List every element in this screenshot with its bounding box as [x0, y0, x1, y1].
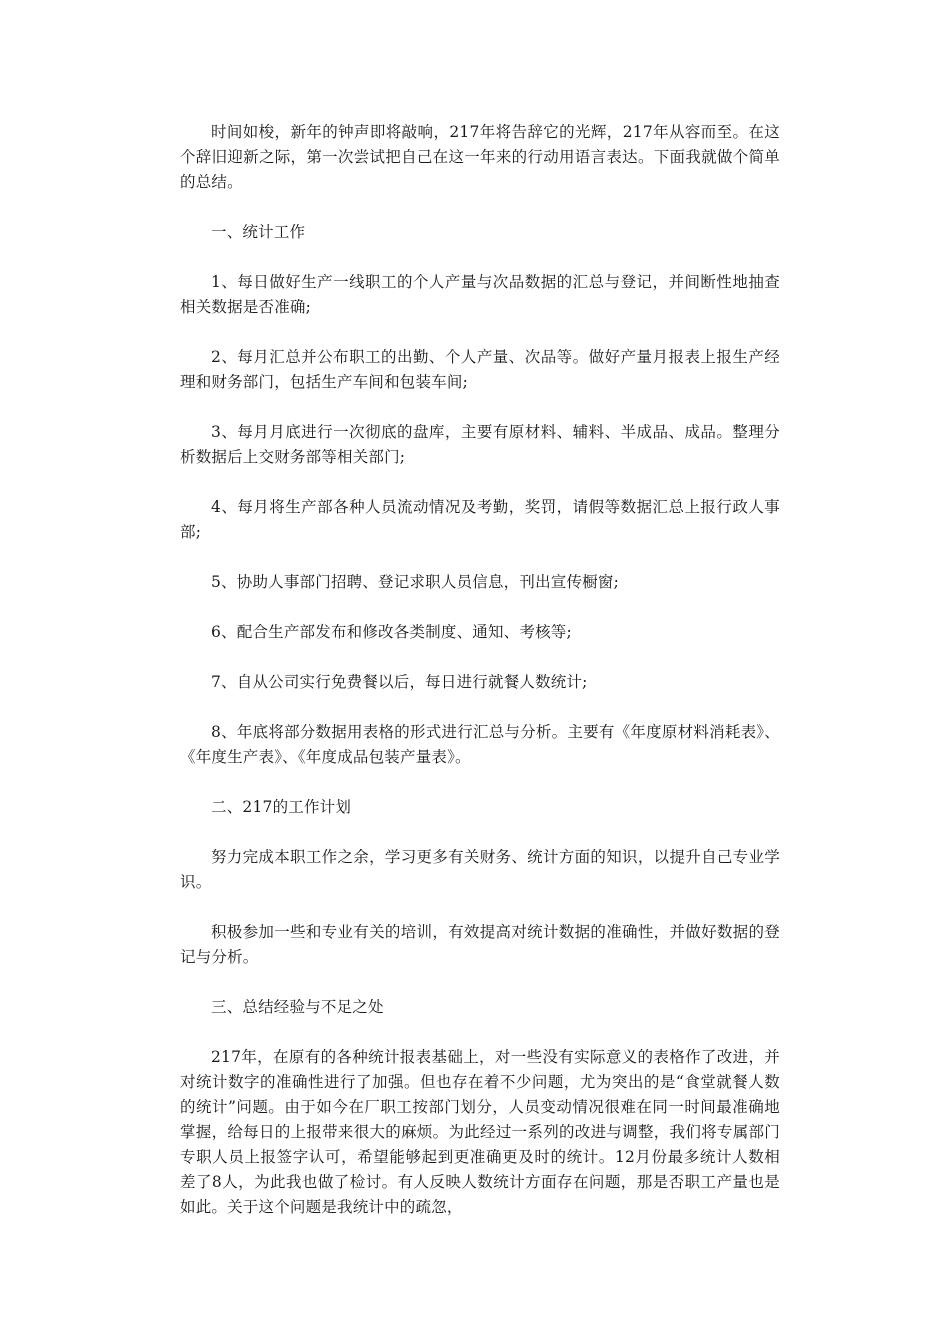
- section-3-paragraph-1: 217年，在原有的各种统计报表基础上，对一些没有实际意义的表格作了改进，并对统计数字的准确性进行了加强。但也存在着不少问题，尤为突出的是“食堂就餐人数的统计”问题。由于如今在厂职工按部门划分，人员变动情况很难在同一时间最准确地掌握，给每日的上报带来很大的麻烦。为此经过一系列的改进与调整，我们将专属部门专职人员上报签字认可，希望能够起到更准确更及时的统计。12月份最多统计人数相差了8人，为此我也做了检讨。有人反映人数统计方面存在问题，那是否职工产量也是如此。关于这个问题是我统计中的疏忽，: [180, 1048, 780, 1216]
- section-3-heading: 三、总结经验与不足之处: [211, 998, 384, 1016]
- section-2-paragraph-1: 努力完成本职工作之余，学习更多有关财务、统计方面的知识，以提升自己专业学识。: [180, 848, 780, 891]
- section-1-item-6: 6、配合生产部发布和修改各类制度、通知、考核等;: [211, 623, 572, 641]
- section-1-heading: 一、统计工作: [211, 223, 306, 241]
- section-1-item-4: 4、每月将生产部各种人员流动情况及考勤，奖罚，请假等数据汇总上报行政人事部;: [180, 498, 780, 541]
- section-1-item-8: 8、年底将部分数据用表格的形式进行汇总与分析。主要有《年度原材料消耗表》、《年度生产表》、《年度成品包装产量表》。: [180, 723, 780, 766]
- section-1-item-7: 7、自从公司实行免费餐以后，每日进行就餐人数统计;: [211, 673, 588, 691]
- document-page: [180, 120, 780, 1245]
- section-1-item-2: 2、每月汇总并公布职工的出勤、个人产量、次品等。做好产量月报表上报生产经理和财务部门，包括生产车间和包装车间;: [180, 348, 780, 391]
- section-1-item-3: 3、每月月底进行一次彻底的盘库，主要有原材料、辅料、半成品、成品。整理分析数据后上交财务部等相关部门;: [180, 423, 780, 466]
- section-2-paragraph-2: 积极参加一些和专业有关的培训，有效提高对统计数据的准确性，并做好数据的登记与分析。: [180, 923, 780, 966]
- section-1-item-1: 1、每日做好生产一线职工的个人产量与次品数据的汇总与登记，并间断性地抽查相关数据是否准确;: [180, 273, 780, 316]
- intro-paragraph: 时间如梭，新年的钟声即将敲响，217年将告辞它的光辉，217年从容而至。在这个辞旧迎新之际，第一次尝试把自己在这一年来的行动用语言表达。下面我就做个简单的总结。: [180, 123, 780, 191]
- section-2-heading: 二、217的工作计划: [211, 798, 352, 816]
- section-1-item-5: 5、协助人事部门招聘、登记求职人员信息，刊出宣传橱窗;: [211, 573, 619, 591]
